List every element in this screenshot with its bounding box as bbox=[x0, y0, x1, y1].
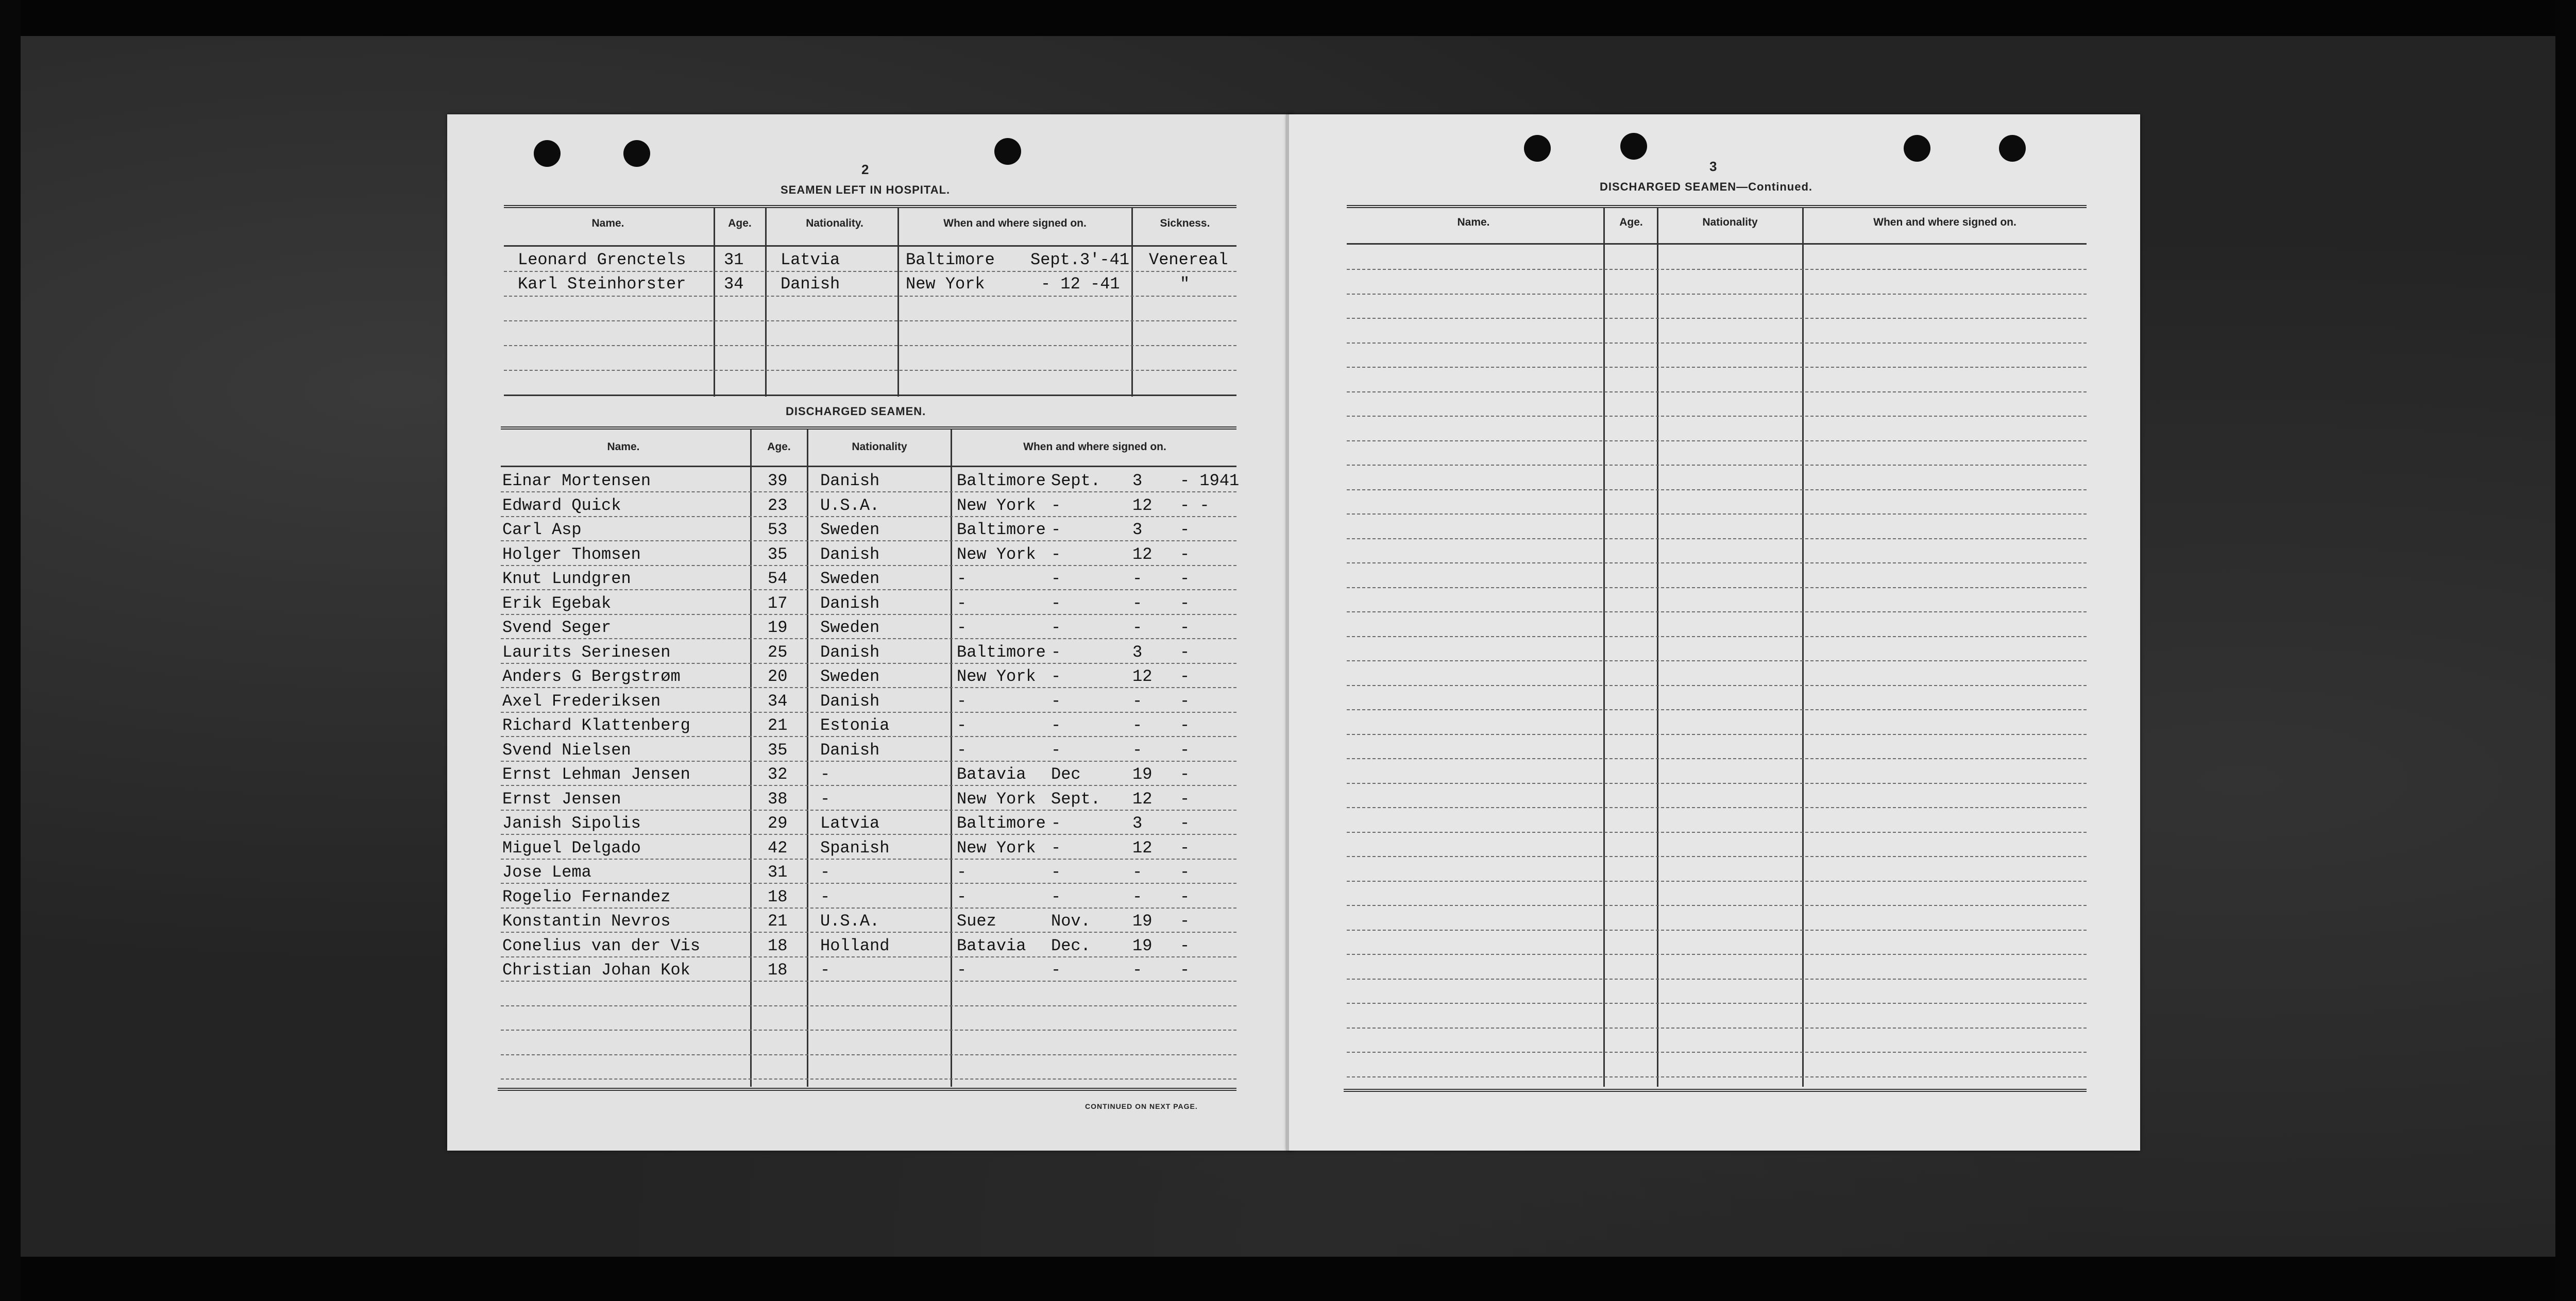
seaman-name: Janish Sipolis bbox=[502, 814, 641, 833]
seaman-age: 32 bbox=[768, 765, 788, 784]
seaman-name: Conelius van der Vis bbox=[502, 936, 701, 955]
row-rule bbox=[504, 296, 1236, 297]
row-rule bbox=[1347, 734, 2087, 735]
signed-on-month: Sept. bbox=[1051, 471, 1101, 490]
signed-on-month: Dec bbox=[1051, 765, 1081, 784]
row-rule bbox=[1347, 318, 2087, 319]
seaman-age: 25 bbox=[768, 642, 788, 662]
signed-on-day: - bbox=[1132, 593, 1143, 613]
seaman-nationality: Spanish bbox=[820, 838, 890, 858]
signed-on-month: - bbox=[1051, 569, 1061, 588]
seaman-name: Anders G Bergstrøm bbox=[502, 667, 681, 686]
column-rule bbox=[765, 208, 767, 397]
signed-on-year: - bbox=[1180, 544, 1190, 564]
signed-on-place: - bbox=[957, 740, 967, 760]
row-rule bbox=[1347, 783, 2087, 784]
table-rule bbox=[504, 395, 1236, 396]
signed-on-place: Batavia bbox=[957, 936, 1026, 955]
signed-on-day: 3 bbox=[1132, 471, 1143, 490]
table-rule bbox=[501, 466, 1236, 467]
row-rule bbox=[501, 956, 1236, 957]
row-rule bbox=[501, 614, 1236, 615]
seaman-nationality: U.S.A. bbox=[820, 495, 880, 515]
row-rule bbox=[501, 1005, 1236, 1006]
signed-on-place: New York bbox=[957, 544, 1036, 564]
row-rule bbox=[1347, 881, 2087, 882]
row-rule bbox=[1347, 758, 2087, 759]
signed-on-month: - bbox=[1051, 618, 1061, 637]
row-rule bbox=[1347, 832, 2087, 833]
seaman-name: Jose Lema bbox=[502, 863, 591, 882]
page-fold bbox=[1286, 114, 1289, 1151]
table-rule bbox=[1347, 205, 2087, 208]
seaman-nationality: Latvia bbox=[820, 814, 880, 833]
column-header-nationality: Nationality bbox=[852, 441, 907, 453]
seaman-age: 38 bbox=[768, 789, 788, 809]
seaman-age: 29 bbox=[768, 814, 788, 833]
row-rule bbox=[1347, 954, 2087, 955]
column-header-age: Age. bbox=[767, 441, 791, 453]
row-rule bbox=[1347, 367, 2087, 368]
column-header-signed-on: When and where signed on. bbox=[1873, 216, 2016, 228]
signed-on-month: - bbox=[1051, 691, 1061, 711]
signed-on-month: - bbox=[1051, 642, 1061, 662]
column-header-name: Name. bbox=[607, 441, 640, 453]
hospital-nationality: Latvia bbox=[781, 250, 840, 269]
seaman-age: 23 bbox=[768, 495, 788, 515]
table-rule bbox=[1344, 1089, 2087, 1092]
signed-on-year: - bbox=[1180, 789, 1190, 809]
seaman-age: 54 bbox=[768, 569, 788, 588]
row-rule bbox=[504, 320, 1236, 321]
row-rule bbox=[501, 810, 1236, 811]
signed-on-year: - bbox=[1180, 618, 1190, 637]
signed-on-day: - bbox=[1132, 618, 1143, 637]
column-header-age: Age. bbox=[1619, 216, 1643, 228]
seaman-age: 34 bbox=[768, 691, 788, 711]
seaman-name: Rogelio Fernandez bbox=[502, 887, 671, 906]
signed-on-place: New York bbox=[957, 838, 1036, 858]
row-rule bbox=[501, 908, 1236, 909]
row-rule bbox=[1347, 538, 2087, 539]
row-rule bbox=[1347, 979, 2087, 980]
seaman-nationality: Danish bbox=[820, 691, 880, 711]
row-rule bbox=[501, 540, 1236, 541]
signed-on-place: - bbox=[957, 863, 967, 882]
seaman-nationality: Danish bbox=[820, 642, 880, 662]
column-header-nationality: Nationality bbox=[1702, 216, 1758, 228]
row-rule bbox=[501, 761, 1236, 762]
signed-on-month: - bbox=[1051, 740, 1061, 760]
seaman-age: 21 bbox=[768, 716, 788, 735]
row-rule bbox=[1347, 611, 2087, 612]
hospital-sickness: " bbox=[1180, 275, 1190, 294]
row-rule bbox=[501, 516, 1236, 517]
signed-on-day: 19 bbox=[1132, 936, 1153, 955]
seaman-age: 35 bbox=[768, 740, 788, 760]
signed-on-month: - bbox=[1051, 716, 1061, 735]
seaman-name: Carl Asp bbox=[502, 520, 582, 539]
table-rule bbox=[504, 245, 1236, 247]
seaman-age: 18 bbox=[768, 961, 788, 980]
row-rule bbox=[1347, 587, 2087, 588]
signed-on-year: - bbox=[1180, 520, 1190, 539]
seaman-age: 53 bbox=[768, 520, 788, 539]
row-rule bbox=[1347, 905, 2087, 906]
table-rule bbox=[501, 426, 1236, 430]
page-number: 2 bbox=[861, 162, 869, 177]
signed-on-place: Baltimore bbox=[957, 471, 1046, 490]
row-rule bbox=[501, 491, 1236, 492]
signed-on-month: - bbox=[1051, 495, 1061, 515]
column-header-signed-on: When and where signed on. bbox=[1023, 441, 1166, 453]
hospital-name: Leonard Grenctels bbox=[518, 250, 686, 269]
hospital-age: 34 bbox=[724, 275, 744, 294]
signed-on-place: New York bbox=[957, 667, 1036, 686]
punch-hole bbox=[1999, 135, 2026, 162]
continued-section-title: DISCHARGED SEAMEN—Continued. bbox=[1600, 180, 1812, 193]
signed-on-day: 3 bbox=[1132, 814, 1143, 833]
discharged-section-title: DISCHARGED SEAMEN. bbox=[786, 405, 926, 418]
seaman-nationality: Sweden bbox=[820, 618, 880, 637]
continued-footer: CONTINUED ON NEXT PAGE. bbox=[1085, 1102, 1198, 1110]
seaman-name: Christian Johan Kok bbox=[502, 961, 690, 980]
hospital-section-title: SEAMEN LEFT IN HOSPITAL. bbox=[781, 183, 951, 196]
signed-on-place: - bbox=[957, 691, 967, 711]
row-rule bbox=[501, 687, 1236, 688]
seaman-name: Richard Klattenberg bbox=[502, 716, 690, 735]
punch-hole bbox=[1620, 133, 1647, 160]
row-rule bbox=[501, 565, 1236, 566]
column-header-name: Name. bbox=[591, 217, 624, 229]
seaman-age: 31 bbox=[768, 863, 788, 882]
signed-on-day: 12 bbox=[1132, 789, 1153, 809]
seaman-age: 19 bbox=[768, 618, 788, 637]
row-rule bbox=[1347, 709, 2087, 710]
seaman-nationality: U.S.A. bbox=[820, 912, 880, 931]
signed-on-day: 3 bbox=[1132, 520, 1143, 539]
seaman-nationality: Danish bbox=[820, 593, 880, 613]
hospital-date: Sept.3'-41 bbox=[1030, 250, 1130, 269]
seaman-nationality: Sweden bbox=[820, 667, 880, 686]
signed-on-year: - bbox=[1180, 961, 1190, 980]
signed-on-place: - bbox=[957, 961, 967, 980]
seaman-name: Svend Seger bbox=[502, 618, 612, 637]
column-rule bbox=[951, 430, 952, 1087]
seaman-nationality: - bbox=[820, 863, 831, 882]
row-rule bbox=[501, 1079, 1236, 1080]
punch-hole bbox=[623, 140, 650, 167]
film-border-bottom bbox=[0, 1257, 2576, 1301]
signed-on-month: Sept. bbox=[1051, 789, 1101, 809]
row-rule bbox=[1347, 1003, 2087, 1004]
seaman-name: Einar Mortensen bbox=[502, 471, 651, 490]
seaman-nationality: Danish bbox=[820, 471, 880, 490]
seaman-age: 42 bbox=[768, 838, 788, 858]
film-border-top bbox=[0, 0, 2576, 36]
signed-on-year: - bbox=[1180, 593, 1190, 613]
signed-on-day: - bbox=[1132, 691, 1143, 711]
signed-on-year: - bbox=[1180, 814, 1190, 833]
seaman-name: Miguel Delgado bbox=[502, 838, 641, 858]
signed-on-year: - bbox=[1180, 642, 1190, 662]
row-rule bbox=[1347, 465, 2087, 466]
hospital-place: New York bbox=[906, 275, 985, 294]
seaman-age: 35 bbox=[768, 544, 788, 564]
signed-on-day: - bbox=[1132, 961, 1143, 980]
signed-on-place: - bbox=[957, 618, 967, 637]
page-number: 3 bbox=[1709, 159, 1717, 174]
signed-on-place: - bbox=[957, 716, 967, 735]
signed-on-day: 12 bbox=[1132, 495, 1153, 515]
signed-on-month: - bbox=[1051, 814, 1061, 833]
signed-on-place: Batavia bbox=[957, 765, 1026, 784]
signed-on-day: - bbox=[1132, 569, 1143, 588]
signed-on-month: - bbox=[1051, 838, 1061, 858]
row-rule bbox=[501, 834, 1236, 835]
seaman-age: 18 bbox=[768, 887, 788, 906]
seaman-name: Konstantin Nevros bbox=[502, 912, 671, 931]
row-rule bbox=[504, 271, 1236, 272]
row-rule bbox=[1347, 1028, 2087, 1029]
signed-on-year: - bbox=[1180, 569, 1190, 588]
seaman-name: Laurits Serinesen bbox=[502, 642, 671, 662]
column-rule bbox=[1603, 208, 1605, 1087]
row-rule bbox=[1347, 269, 2087, 270]
seaman-nationality: Danish bbox=[820, 740, 880, 760]
signed-on-day: 3 bbox=[1132, 642, 1143, 662]
signed-on-place: New York bbox=[957, 789, 1036, 809]
seaman-nationality: - bbox=[820, 789, 831, 809]
row-rule bbox=[501, 712, 1236, 713]
signed-on-day: 12 bbox=[1132, 667, 1153, 686]
hospital-age: 31 bbox=[724, 250, 744, 269]
seaman-name: Edward Quick bbox=[502, 495, 621, 515]
seaman-nationality: Sweden bbox=[820, 520, 880, 539]
row-rule bbox=[501, 932, 1236, 933]
seaman-name: Knut Lundgren bbox=[502, 569, 631, 588]
signed-on-day: - bbox=[1132, 863, 1143, 882]
signed-on-month: - bbox=[1051, 593, 1061, 613]
signed-on-year: - 1941 bbox=[1180, 471, 1240, 490]
row-rule bbox=[501, 883, 1236, 884]
signed-on-month: Dec. bbox=[1051, 936, 1091, 955]
column-header-sickness: Sickness. bbox=[1160, 217, 1210, 229]
column-rule bbox=[1802, 208, 1804, 1087]
seaman-name: Holger Thomsen bbox=[502, 544, 641, 564]
punch-hole bbox=[994, 138, 1021, 165]
row-rule bbox=[501, 981, 1236, 982]
column-header-name: Name. bbox=[1457, 216, 1490, 228]
seaman-name: Ernst Jensen bbox=[502, 789, 621, 809]
seaman-nationality: Danish bbox=[820, 544, 880, 564]
signed-on-month: - bbox=[1051, 863, 1061, 882]
film-border-right bbox=[2555, 0, 2576, 1301]
seaman-age: 17 bbox=[768, 593, 788, 613]
signed-on-year: - bbox=[1180, 912, 1190, 931]
seaman-nationality: Estonia bbox=[820, 716, 890, 735]
row-rule bbox=[1347, 807, 2087, 808]
column-rule bbox=[750, 430, 752, 1087]
signed-on-day: - bbox=[1132, 716, 1143, 735]
signed-on-day: - bbox=[1132, 887, 1143, 906]
row-rule bbox=[1347, 513, 2087, 515]
hospital-nationality: Danish bbox=[781, 275, 840, 294]
seaman-name: Ernst Lehman Jensen bbox=[502, 765, 690, 784]
seaman-age: 20 bbox=[768, 667, 788, 686]
seaman-age: 18 bbox=[768, 936, 788, 955]
signed-on-place: - bbox=[957, 887, 967, 906]
seaman-nationality: Holland bbox=[820, 936, 890, 955]
seaman-nationality: - bbox=[820, 961, 831, 980]
column-header-signed-on: When and where signed on. bbox=[943, 217, 1087, 229]
row-rule bbox=[501, 1030, 1236, 1031]
signed-on-year: - bbox=[1180, 667, 1190, 686]
signed-on-place: Baltimore bbox=[957, 814, 1046, 833]
row-rule bbox=[1347, 391, 2087, 392]
hospital-date: - 12 -41 bbox=[1041, 275, 1120, 294]
row-rule bbox=[1347, 636, 2087, 637]
hospital-name: Karl Steinhorster bbox=[518, 275, 686, 294]
seaman-age: 39 bbox=[768, 471, 788, 490]
table-rule bbox=[498, 1088, 1236, 1091]
row-rule bbox=[1347, 856, 2087, 857]
seaman-name: Axel Frederiksen bbox=[502, 691, 661, 711]
table-rule bbox=[504, 205, 1236, 208]
row-rule bbox=[501, 663, 1236, 664]
column-header-nationality: Nationality. bbox=[806, 217, 863, 229]
row-rule bbox=[501, 785, 1236, 786]
column-rule bbox=[714, 208, 715, 397]
signed-on-year: - bbox=[1180, 838, 1190, 858]
row-rule bbox=[501, 638, 1236, 639]
seaman-name: Erik Egebak bbox=[502, 593, 612, 613]
signed-on-month: - bbox=[1051, 520, 1061, 539]
row-rule bbox=[1347, 416, 2087, 417]
row-rule bbox=[1347, 930, 2087, 931]
signed-on-day: 19 bbox=[1132, 765, 1153, 784]
signed-on-month: - bbox=[1051, 961, 1061, 980]
signed-on-year: - bbox=[1180, 765, 1190, 784]
signed-on-year: - - bbox=[1180, 495, 1210, 515]
seaman-name: Svend Nielsen bbox=[502, 740, 631, 760]
row-rule bbox=[501, 1054, 1236, 1055]
seaman-nationality: Sweden bbox=[820, 569, 880, 588]
row-rule bbox=[1347, 1076, 2087, 1077]
row-rule bbox=[501, 589, 1236, 590]
signed-on-place: - bbox=[957, 569, 967, 588]
signed-on-year: - bbox=[1180, 716, 1190, 735]
signed-on-month: - bbox=[1051, 544, 1061, 564]
row-rule bbox=[1347, 660, 2087, 661]
row-rule bbox=[1347, 294, 2087, 295]
signed-on-year: - bbox=[1180, 936, 1190, 955]
signed-on-year: - bbox=[1180, 887, 1190, 906]
column-rule bbox=[897, 208, 899, 397]
seaman-nationality: - bbox=[820, 887, 831, 906]
row-rule bbox=[1347, 685, 2087, 686]
row-rule bbox=[504, 370, 1236, 371]
signed-on-day: 12 bbox=[1132, 544, 1153, 564]
seaman-nationality: - bbox=[820, 765, 831, 784]
seaman-age: 21 bbox=[768, 912, 788, 931]
row-rule bbox=[501, 736, 1236, 737]
row-rule bbox=[1347, 440, 2087, 441]
row-rule bbox=[1347, 343, 2087, 344]
signed-on-day: 12 bbox=[1132, 838, 1153, 858]
signed-on-month: Nov. bbox=[1051, 912, 1091, 931]
signed-on-place: - bbox=[957, 593, 967, 613]
punch-hole bbox=[1904, 135, 1930, 162]
hospital-place: Baltimore bbox=[906, 250, 995, 269]
signed-on-year: - bbox=[1180, 691, 1190, 711]
signed-on-place: New York bbox=[957, 495, 1036, 515]
signed-on-place: Suez bbox=[957, 912, 996, 931]
film-border-left bbox=[0, 0, 21, 1301]
signed-on-place: Baltimore bbox=[957, 520, 1046, 539]
column-rule bbox=[1657, 208, 1658, 1087]
row-rule bbox=[504, 345, 1236, 346]
table-rule bbox=[1347, 243, 2087, 245]
signed-on-day: - bbox=[1132, 740, 1143, 760]
column-rule bbox=[1131, 208, 1133, 397]
signed-on-month: - bbox=[1051, 667, 1061, 686]
signed-on-place: Baltimore bbox=[957, 642, 1046, 662]
signed-on-month: - bbox=[1051, 887, 1061, 906]
row-rule bbox=[1347, 562, 2087, 563]
row-rule bbox=[501, 859, 1236, 860]
hospital-sickness: Venereal bbox=[1149, 250, 1228, 269]
punch-hole bbox=[534, 140, 561, 167]
signed-on-year: - bbox=[1180, 740, 1190, 760]
row-rule bbox=[1347, 1052, 2087, 1053]
signed-on-day: 19 bbox=[1132, 912, 1153, 931]
signed-on-year: - bbox=[1180, 863, 1190, 882]
row-rule bbox=[1347, 489, 2087, 490]
column-rule bbox=[807, 430, 808, 1087]
column-header-age: Age. bbox=[728, 217, 752, 229]
punch-hole bbox=[1524, 135, 1551, 162]
